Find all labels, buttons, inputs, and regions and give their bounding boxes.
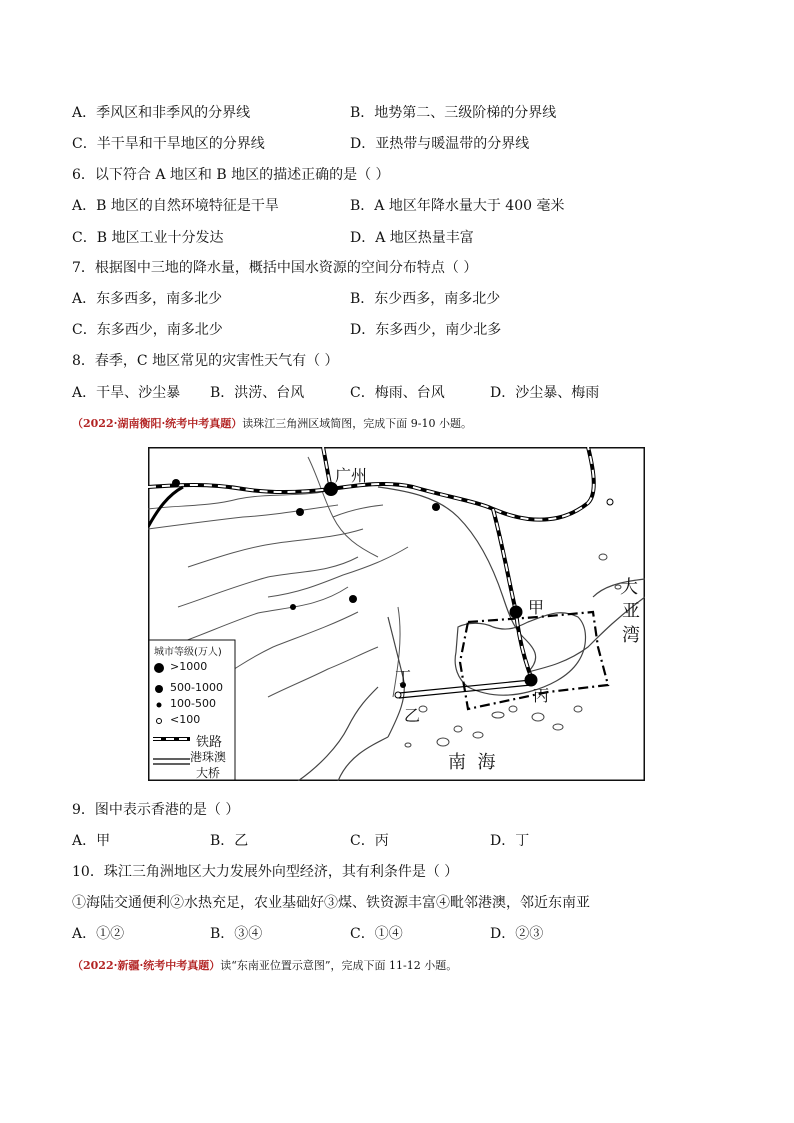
- q8-option-d: D．沙尘暴、梅雨: [490, 385, 600, 401]
- city-dot: [349, 595, 357, 603]
- map-graphic: [148, 447, 645, 781]
- label-guangzhou: 广州: [335, 466, 368, 485]
- label-bing: 丙: [533, 686, 550, 705]
- source-text-1: 读珠江三角洲区域简图，完成下面 9-10 小题。: [242, 417, 472, 430]
- q5-option-c: C．半干旱和干旱地区的分界线: [72, 136, 265, 152]
- source-tag-1: （2022·湖南衡阳·统考中考真题）: [72, 417, 243, 430]
- q6-option-c: C．B 地区工业十分发达: [72, 230, 224, 246]
- pearl-river-delta-map: [148, 447, 645, 781]
- q9-option-c: C．丙: [350, 833, 389, 849]
- legend-title: 城市等级(万人): [154, 647, 222, 658]
- q6-option-d: D．A 地区热量丰富: [350, 230, 474, 246]
- q7-stem: 7．根据图中三地的降水量，概括中国水资源的空间分布特点（ ）: [72, 260, 478, 276]
- label-ding: 丁: [395, 668, 412, 687]
- city-dot: [607, 499, 613, 505]
- city-dot: [296, 508, 304, 516]
- label-jia: 甲: [528, 598, 545, 617]
- q9-option-b: B．乙: [210, 833, 249, 849]
- label-south-sea: 南 海: [448, 752, 496, 773]
- legend-bridge-1: 港珠澳: [190, 750, 227, 764]
- q10-conditions: ①海陆交通便利②水热充足，农业基础好③煤、铁资源丰富④毗邻港澳，邻近东南亚: [72, 895, 590, 911]
- q6-option-b: B．A 地区年降水量大于 400 毫米: [350, 198, 565, 214]
- source-note-1: [72, 414, 472, 434]
- q7-option-b: B．东少西多，南多北少: [350, 291, 501, 307]
- q5-option-d: D．亚热带与暖温带的分界线: [350, 136, 530, 152]
- city-dot: [432, 503, 440, 511]
- source-tag-2: （2022·新疆·统考中考真题）: [72, 959, 221, 972]
- q9-option-a: A．甲: [72, 833, 111, 849]
- legend-level1: >1000: [170, 660, 208, 673]
- q8-stem: 8．春季，C 地区常见的灾害性天气有（ ）: [72, 353, 339, 369]
- legend-level2: 500-1000: [170, 681, 223, 694]
- q10-option-a: A．①②: [72, 926, 125, 942]
- q5-option-b: B．地势第二、三级阶梯的分界线: [350, 105, 557, 121]
- q7-option-a: A．东多西多，南多北少: [72, 291, 223, 307]
- q10-option-b: B．③④: [210, 926, 263, 942]
- q6-stem: 6．以下符合 A 地区和 B 地区的描述正确的是（ ）: [72, 167, 390, 183]
- q7-option-d: D．东多西少，南少北多: [350, 322, 502, 338]
- q9-stem: 9．图中表示香港的是（ ）: [72, 802, 240, 818]
- legend-level4: <100: [170, 713, 201, 726]
- q10-option-c: C．①④: [350, 926, 403, 942]
- legend-railway: 铁路: [196, 735, 223, 750]
- city-jia-dot: [510, 606, 523, 619]
- label-bay-1: 大: [620, 577, 638, 598]
- legend-bridge-2: 大桥: [196, 766, 221, 780]
- q9-option-d: D．丁: [490, 833, 530, 849]
- city-dot: [290, 604, 296, 610]
- label-bay-2: 亚: [622, 601, 640, 622]
- source-note-2: [72, 956, 457, 976]
- q8-option-b: B．洪涝、台风: [210, 385, 305, 401]
- q5-option-a: A．季风区和非季风的分界线: [72, 105, 251, 121]
- label-yi: 乙: [404, 706, 421, 725]
- q10-option-d: D．②③: [490, 926, 544, 942]
- legend-level3: 100-500: [170, 697, 216, 710]
- label-bay-3: 湾: [622, 625, 640, 646]
- city-dot: [172, 479, 180, 487]
- q10-stem: 10．珠江三角洲地区大力发展外向型经济，其有利条件是（ ）: [72, 864, 459, 880]
- q8-option-a: A．干旱、沙尘暴: [72, 385, 181, 401]
- city-yi-dot: [395, 692, 401, 698]
- q7-option-c: C．东多西少，南多北少: [72, 322, 223, 338]
- q6-option-a: A．B 地区的自然环境特征是干旱: [72, 198, 279, 214]
- source-text-2: 读“东南亚位置示意图”，完成下面 11-12 小题。: [220, 959, 458, 972]
- q8-option-c: C．梅雨、台风: [350, 385, 445, 401]
